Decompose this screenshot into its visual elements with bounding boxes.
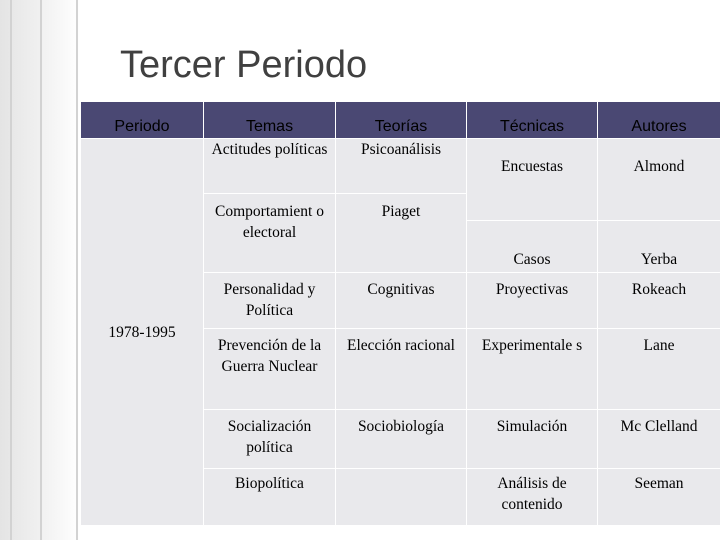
header-row	[81, 102, 720, 139]
decorative-line	[76, 0, 78, 540]
autor-cell: Almond	[598, 139, 720, 221]
tecnica-cell: Encuestas	[467, 139, 598, 221]
teoria-cell	[336, 469, 467, 526]
header-temas: Temas	[204, 102, 336, 139]
header-autores: Autores	[598, 102, 720, 139]
tecnica-cell: Casos	[467, 221, 598, 273]
tecnica-cell: Simulación	[467, 410, 598, 469]
teoria-cell: Elección racional	[336, 329, 467, 410]
teoria-cell: Cognitivas	[336, 273, 467, 329]
tema-cell: Prevención de la Guerra Nuclear	[204, 329, 336, 410]
header-tecnicas: Técnicas	[467, 102, 598, 139]
header-teorias: Teorías	[336, 102, 467, 139]
tecnica-cell: Proyectivas	[467, 273, 598, 329]
tecnica-cell: Experimentale s	[467, 329, 598, 410]
tema-cell: Biopolítica	[204, 469, 336, 526]
header-periodo: Periodo	[81, 102, 204, 139]
decorative-line	[40, 0, 42, 540]
period-table	[80, 101, 720, 526]
tecnica-cell: Análisis de contenido	[467, 469, 598, 526]
tema-cell: Socialización política	[204, 410, 336, 469]
autor-cell: Lane	[598, 329, 720, 410]
slide-title: Tercer Periodo	[120, 44, 368, 86]
teoria-cell: Sociobiología	[336, 410, 467, 469]
table-row	[81, 139, 720, 194]
tema-cell: Comportamient o electoral	[204, 194, 336, 273]
autor-cell: Yerba	[598, 221, 720, 273]
decorative-line	[10, 0, 12, 540]
teoria-cell: Psicoanálisis	[336, 139, 467, 194]
periodo-cell: 1978-1995	[81, 139, 204, 526]
autor-cell: Seeman	[598, 469, 720, 526]
autor-cell: Rokeach	[598, 273, 720, 329]
tema-cell: Actitudes políticas	[204, 139, 336, 194]
autor-cell: Mc Clelland	[598, 410, 720, 469]
tema-cell: Personalidad y Política	[204, 273, 336, 329]
teoria-cell: Piaget	[336, 194, 467, 273]
